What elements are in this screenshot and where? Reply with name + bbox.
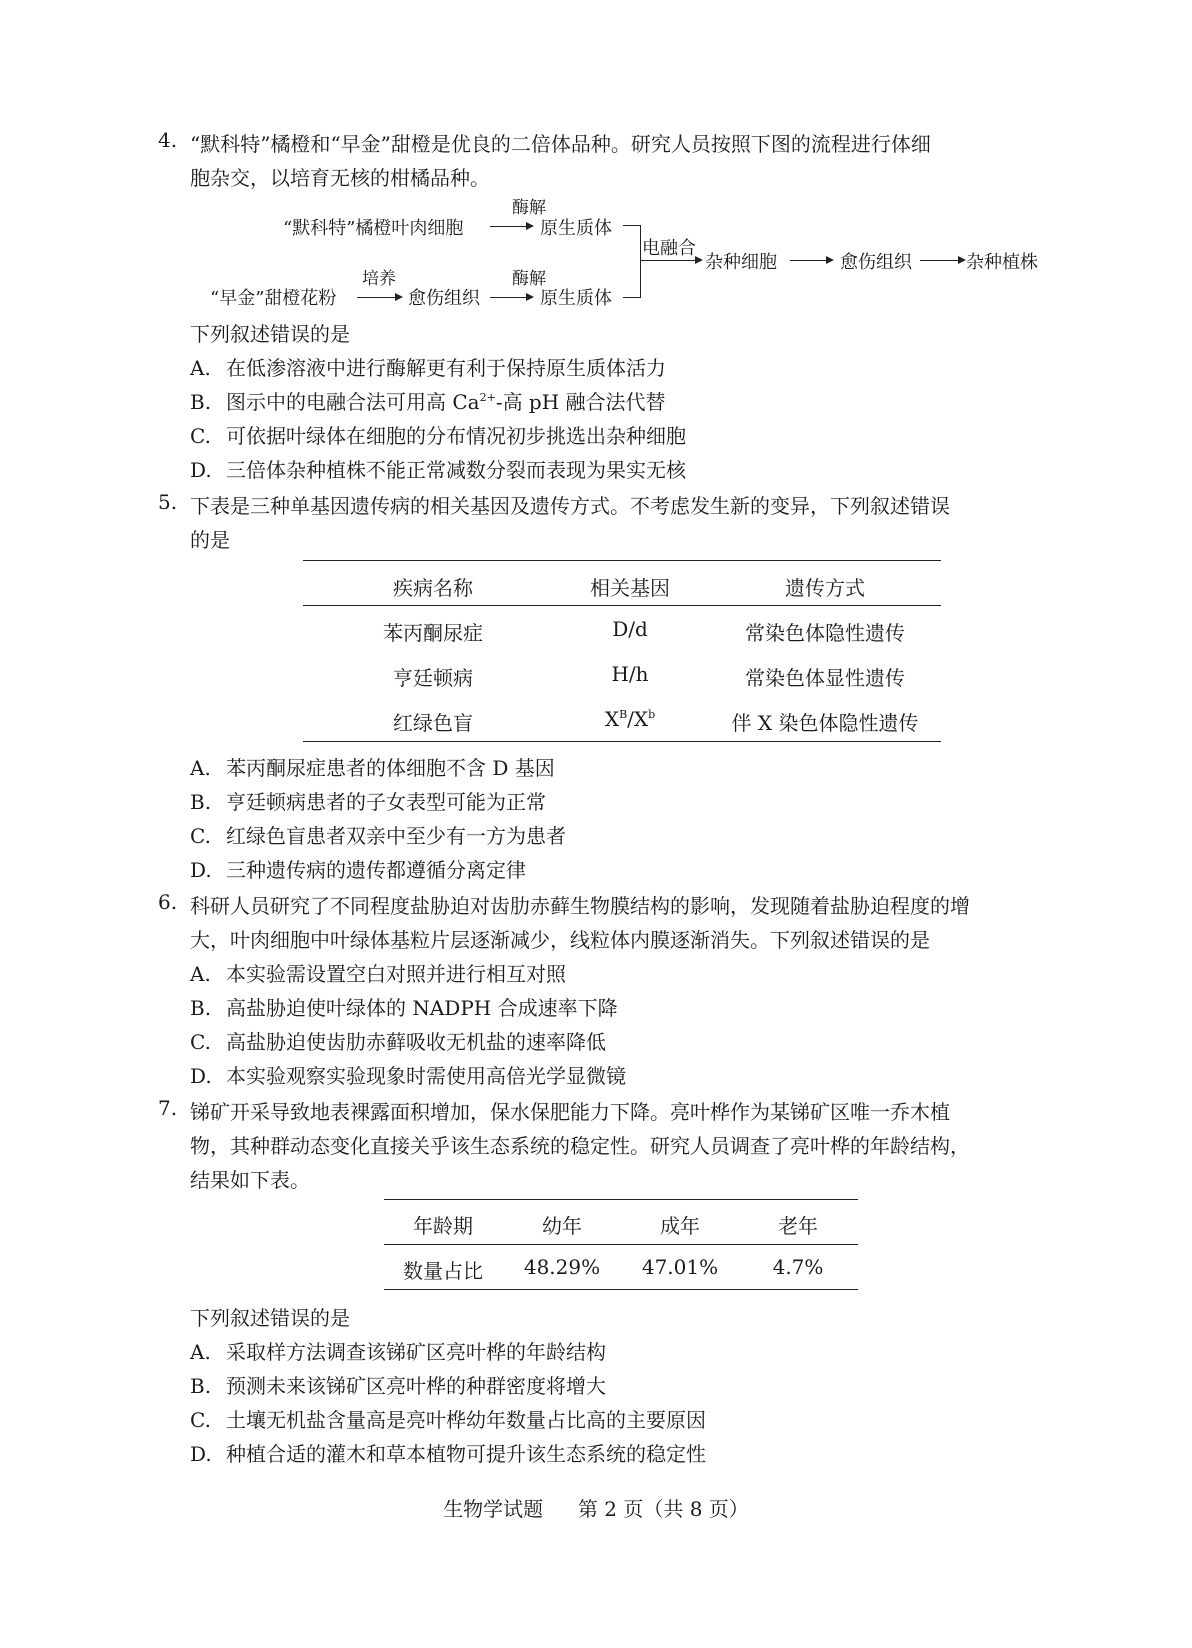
option-d[interactable] xyxy=(190,454,686,483)
question-number: 4. xyxy=(158,128,178,152)
question-prompt: 下列叙述错误的是 xyxy=(190,322,350,346)
arrow-icon xyxy=(490,226,532,227)
question-stem-line: 的是 xyxy=(190,528,230,552)
diagram-label-enzyme: 酶解 xyxy=(512,198,546,218)
option-text: 种植合适的灌木和草本植物可提升该生态系统的稳定性 xyxy=(226,1442,706,1466)
gene-text: X xyxy=(604,707,620,731)
option-letter: C. xyxy=(190,824,211,848)
arrow-icon xyxy=(641,260,701,261)
option-c[interactable] xyxy=(190,420,686,449)
option-text: 三倍体杂种植株不能正常减数分裂而表现为果实无核 xyxy=(226,458,686,482)
table-cell: 红绿色盲 xyxy=(393,711,473,735)
option-c[interactable] xyxy=(190,1404,706,1433)
table-header: 遗传方式 xyxy=(785,576,865,600)
option-a[interactable] xyxy=(190,958,566,987)
question-number: 7. xyxy=(158,1096,178,1120)
diagram-node-source2: “早金”甜橙花粉 xyxy=(210,288,337,309)
gene-text: /X xyxy=(627,707,649,731)
option-a[interactable] xyxy=(190,352,666,381)
option-b[interactable] xyxy=(190,786,546,815)
table-cell: 48.29% xyxy=(523,1255,601,1279)
option-a[interactable] xyxy=(190,752,555,781)
option-letter: D. xyxy=(190,1064,212,1088)
option-d[interactable] xyxy=(190,1438,706,1467)
option-a[interactable] xyxy=(190,1336,606,1365)
option-d[interactable] xyxy=(190,1060,626,1089)
diagram-label-fusion: 电融合 xyxy=(642,238,696,259)
option-text: 本实验观察实验现象时需使用高倍光学显微镜 xyxy=(226,1064,626,1088)
option-b[interactable] xyxy=(190,1370,606,1399)
option-letter: B. xyxy=(190,790,212,814)
question-stem-line: 科研人员研究了不同程度盐胁迫对齿肋赤藓生物膜结构的影响，发现随着盐胁迫程度的增 xyxy=(190,894,970,918)
option-text: -高 pH 融合法代替 xyxy=(495,390,666,414)
option-letter: A. xyxy=(190,756,211,780)
question-stem-line: 物，其种群动态变化直接关乎该生态系统的稳定性。研究人员调查了亮叶桦的年龄结构， xyxy=(190,1134,970,1158)
option-b[interactable] xyxy=(190,992,618,1021)
superscript: B xyxy=(619,708,628,721)
table-cell: 亨廷顿病 xyxy=(393,666,473,690)
table-cell: D/d xyxy=(612,617,648,641)
table-rule xyxy=(384,1244,858,1245)
question-number: 5. xyxy=(158,490,178,514)
option-c[interactable] xyxy=(190,820,566,849)
option-letter: C. xyxy=(190,1408,211,1432)
table-cell: 伴 X 染色体隐性遗传 xyxy=(731,711,919,735)
option-text: 高盐胁迫使齿肋赤藓吸收无机盐的速率降低 xyxy=(226,1030,606,1054)
question-stem-line: 胞杂交，以培育无核的柑橘品种。 xyxy=(190,166,490,190)
table-cell: 常染色体显性遗传 xyxy=(745,666,905,690)
table-row-label: 数量占比 xyxy=(403,1259,483,1283)
diagram-node-hybrid-plant: 杂种植株 xyxy=(966,252,1038,273)
option-letter: D. xyxy=(190,858,212,882)
option-b[interactable] xyxy=(190,386,666,415)
option-text: 土壤无机盐含量高是亮叶桦幼年数量占比高的主要原因 xyxy=(226,1408,706,1432)
question-stem-line: 下表是三种单基因遗传病的相关基因及遗传方式。不考虑发生新的变异，下列叙述错误 xyxy=(190,494,950,518)
page-footer xyxy=(0,1493,1192,1522)
table-rule xyxy=(303,560,941,561)
diagram-node-callus: 愈伤组织 xyxy=(408,288,480,309)
option-text: 预测未来该锑矿区亮叶桦的种群密度将增大 xyxy=(226,1374,606,1398)
option-letter: D. xyxy=(190,1442,212,1466)
question-stem-line: 结果如下表。 xyxy=(190,1168,310,1192)
option-text: 亨廷顿病患者的子女表型可能为正常 xyxy=(226,790,546,814)
table-header: 老年 xyxy=(778,1214,818,1238)
table-cell: 47.01% xyxy=(641,1255,719,1279)
option-letter: A. xyxy=(190,1340,211,1364)
arrow-icon xyxy=(790,260,832,261)
arrow-icon xyxy=(490,297,532,298)
question-number: 6. xyxy=(158,890,178,914)
option-letter: C. xyxy=(190,1030,211,1054)
diagram-node-protoplast: 原生质体 xyxy=(540,288,612,309)
option-text: 在低渗溶液中进行酶解更有利于保持原生质体活力 xyxy=(226,356,666,380)
option-text: 三种遗传病的遗传都遵循分离定律 xyxy=(226,858,526,882)
table-header: 相关基因 xyxy=(590,576,670,600)
footer-subject: 生物学试题 xyxy=(443,1497,544,1521)
diagram-label-culture: 培养 xyxy=(362,269,396,289)
option-text: 苯丙酮尿症患者的体细胞不含 D 基因 xyxy=(226,756,555,780)
bracket-line xyxy=(623,297,641,298)
option-text: 图示中的电融合法可用高 Ca xyxy=(226,390,480,414)
superscript: b xyxy=(648,708,656,721)
option-letter: D. xyxy=(190,458,212,482)
option-text: 采取样方法调查该锑矿区亮叶桦的年龄结构 xyxy=(226,1340,606,1364)
option-c[interactable] xyxy=(190,1026,606,1055)
table-cell: 苯丙酮尿症 xyxy=(383,621,483,645)
option-letter: A. xyxy=(190,962,211,986)
table-cell: 4.7% xyxy=(772,1255,824,1279)
superscript: 2+ xyxy=(479,391,496,404)
table-header: 幼年 xyxy=(542,1214,582,1238)
table-cell: 常染色体隐性遗传 xyxy=(745,621,905,645)
table-header: 成年 xyxy=(660,1214,700,1238)
footer-page-number: 第 2 页（共 8 页） xyxy=(577,1497,749,1521)
question-stem-line: 大，叶肉细胞中叶绿体基粒片层逐渐减少，线粒体内膜逐渐消失。下列叙述错误的是 xyxy=(190,928,930,952)
option-text: 红绿色盲患者双亲中至少有一方为患者 xyxy=(226,824,566,848)
table-rule xyxy=(384,1289,858,1290)
question-prompt: 下列叙述错误的是 xyxy=(190,1306,350,1330)
table-rule xyxy=(384,1199,858,1200)
option-letter: C. xyxy=(190,424,211,448)
diagram-node-callus: 愈伤组织 xyxy=(840,252,912,273)
question-stem-line: 锑矿开采导致地表裸露面积增加，保水保肥能力下降。亮叶桦作为某锑矿区唯一乔木植 xyxy=(190,1100,950,1124)
option-letter: B. xyxy=(190,996,212,1020)
diagram-node-protoplast: 原生质体 xyxy=(540,218,612,239)
table-rule xyxy=(303,741,941,742)
option-d[interactable] xyxy=(190,854,526,883)
diagram-node-hybrid-cell: 杂种细胞 xyxy=(705,252,777,273)
bracket-line xyxy=(623,225,641,226)
question-stem-line: “默科特”橘橙和“早金”甜橙是优良的二倍体品种。研究人员按照下图的流程进行体细 xyxy=(190,132,931,156)
diagram-node-source1: “默科特”橘橙叶肉细胞 xyxy=(283,218,464,239)
option-text: 高盐胁迫使叶绿体的 NADPH 合成速率下降 xyxy=(226,996,618,1020)
table-cell: H/h xyxy=(611,662,649,686)
option-text: 可依据叶绿体在细胞的分布情况初步挑选出杂种细胞 xyxy=(226,424,686,448)
table-cell xyxy=(560,707,700,731)
option-text: 本实验需设置空白对照并进行相互对照 xyxy=(226,962,566,986)
option-letter: B. xyxy=(190,1374,212,1398)
arrow-icon xyxy=(357,297,401,298)
table-header: 年龄期 xyxy=(413,1214,473,1238)
table-rule xyxy=(303,605,941,606)
diagram-label-enzyme: 酶解 xyxy=(512,269,546,289)
table-header: 疾病名称 xyxy=(393,576,473,600)
arrow-icon xyxy=(920,260,964,261)
option-letter: A. xyxy=(190,356,211,380)
option-letter: B. xyxy=(190,390,212,414)
